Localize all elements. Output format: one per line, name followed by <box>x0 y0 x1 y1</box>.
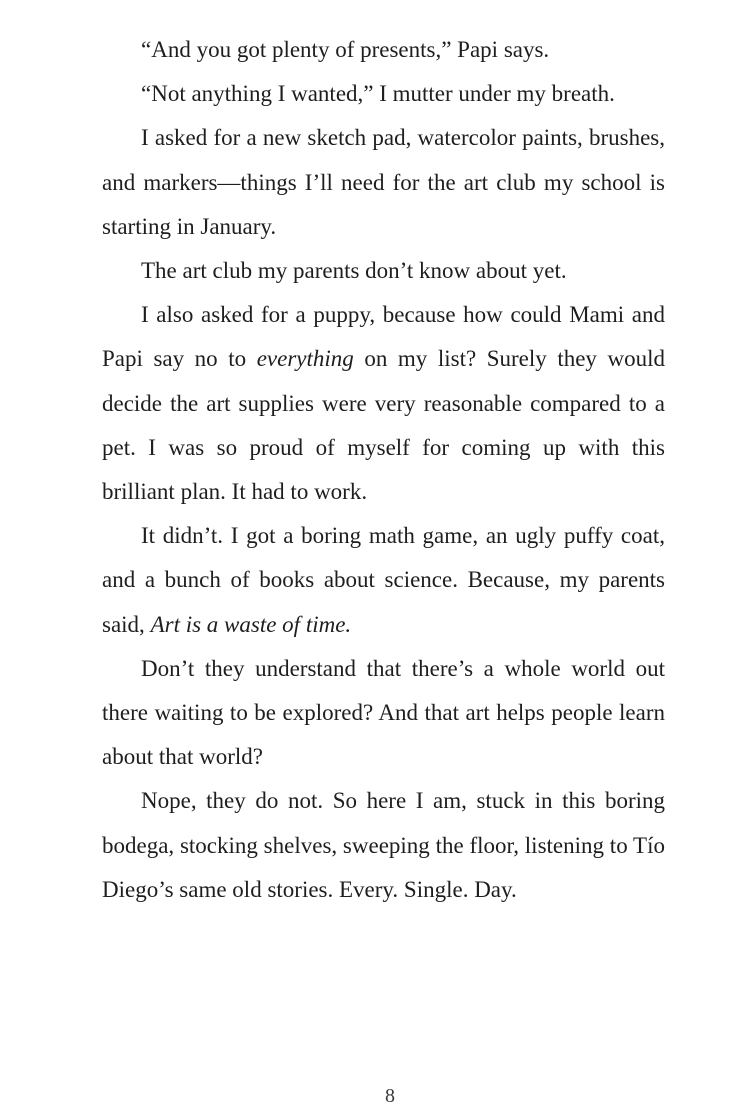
paragraph-text: “Not anything I wanted,” I mutter under my breath. <box>141 81 615 107</box>
paragraph-text: Don’t they understand that there’s a whole world out there waiting to be explored? And that art helps people learn about that world? <box>102 655 665 770</box>
paragraph <box>102 28 665 72</box>
paragraph-text: on my list? Surely they would decide the art supplies were very reasonable compared to a pet. I was so proud of myself for coming up with this brilliant plan. It had to work. <box>102 346 665 505</box>
paragraph-text: It didn’t. I got a boring math game, an ugly puffy coat, and a bunch of books about science. Because, my parents said, <box>102 523 665 637</box>
paragraph-emphasis: everything <box>256 346 354 372</box>
page-number: 8 <box>385 1085 395 1107</box>
paragraph-text: I also asked for a puppy, because how could Mami and Papi say no to <box>102 302 665 372</box>
paragraph <box>102 293 665 514</box>
paragraph-text: “And you got plenty of presents,” Papi says. <box>141 37 550 62</box>
paragraph <box>102 647 665 780</box>
paragraph-text: I asked for a new sketch pad, watercolor paints, brushes, and markers—things I’ll need for the art club my school is starting in January. <box>102 125 665 239</box>
paragraph <box>102 249 665 293</box>
paragraph-emphasis: Art is a waste of time. <box>150 611 352 637</box>
paragraph <box>102 116 665 249</box>
paragraph-text: Nope, they do not. So here I am, stuck in this boring bodega, stocking shelves, sweeping the floor, listening to Tío Diego’s same old stories. Every. Single. Day. <box>102 788 665 902</box>
paragraph-text: The art club my parents don’t know about yet. <box>141 258 567 284</box>
paragraph <box>102 72 665 116</box>
paragraph <box>102 779 665 912</box>
book-page-body <box>102 28 665 912</box>
paragraph <box>102 514 665 647</box>
